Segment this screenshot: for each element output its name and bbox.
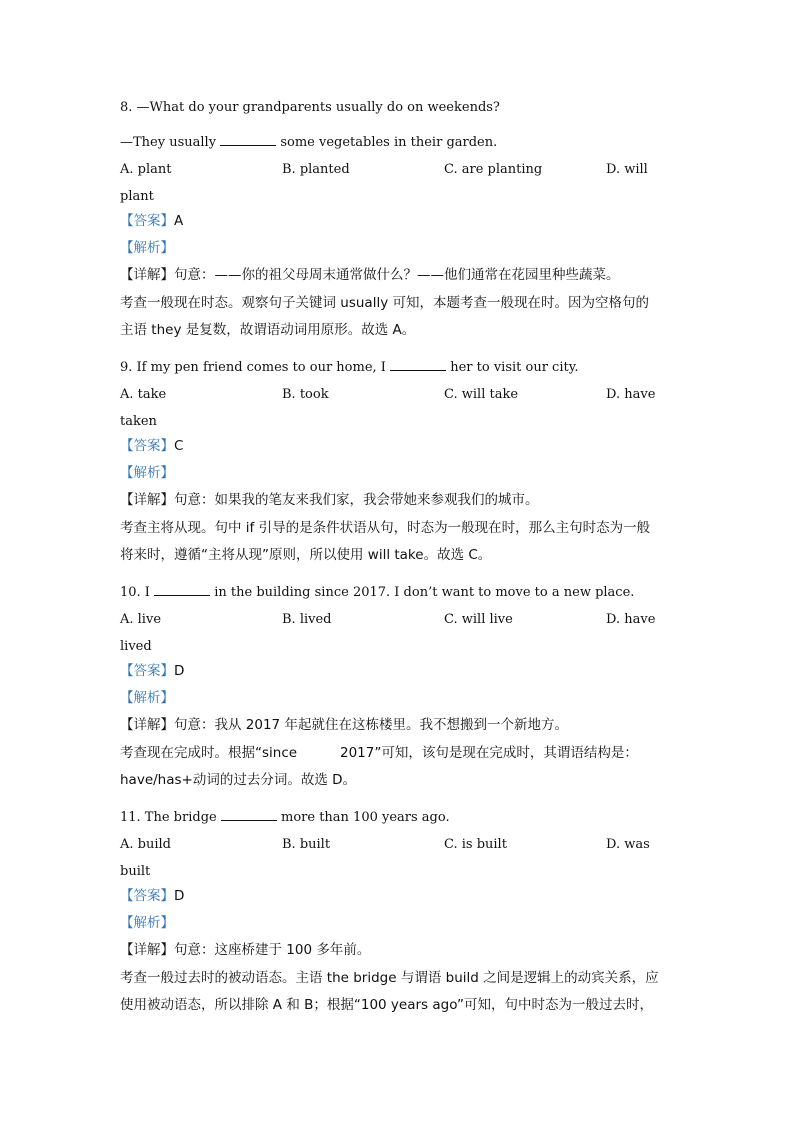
question-8-stem-line2 bbox=[120, 133, 497, 152]
option-b: B. lived bbox=[282, 612, 332, 627]
stem-text: some vegetables in their garden. bbox=[280, 135, 498, 150]
explanation-line: 考查一般现在时态。观察句子关键词 usually 可知，本题考查一般现在时。因为空格句的 bbox=[120, 295, 649, 311]
detail-text: 句意：如果我的笔友来我们家，我会带她来参观我们的城市。 bbox=[174, 492, 539, 508]
answer-line bbox=[120, 212, 183, 230]
option-c: C. is built bbox=[444, 837, 507, 852]
explanation-line: 考查现在完成时。根据“since 2017”可知，该句是现在完成时，其谓语结构是： bbox=[120, 745, 638, 761]
explanation-line: 主语 they 是复数，故谓语动词用原形。故选 A。 bbox=[120, 322, 416, 338]
option-a: A. build bbox=[120, 837, 171, 852]
detail-label: 【详解】 bbox=[120, 492, 174, 508]
answer-label: 【答案】 bbox=[120, 888, 174, 904]
option-d: D. have bbox=[606, 612, 656, 627]
option-a: A. take bbox=[120, 387, 167, 402]
stem-text: 11. The bridge bbox=[120, 810, 217, 825]
option-c: C. are planting bbox=[444, 162, 543, 177]
option-b: B. built bbox=[282, 837, 331, 852]
option-d-wrap: taken bbox=[120, 414, 157, 429]
option-d-wrap: built bbox=[120, 864, 151, 879]
option-b: B. took bbox=[282, 387, 329, 402]
detail-text: 句意：——你的祖父母周末通常做什么？——他们通常在花园里种些蔬菜。 bbox=[174, 267, 620, 283]
analysis-label: 【解析】 bbox=[120, 915, 174, 931]
detail-label: 【详解】 bbox=[120, 717, 174, 733]
question-9-stem bbox=[120, 358, 578, 377]
detail-text: 句意：我从 2017 年起就住在这栋楼里。我不想搬到一个新地方。 bbox=[174, 717, 568, 733]
answer-line bbox=[120, 437, 183, 455]
question-10-stem bbox=[120, 583, 634, 602]
answer-value: A bbox=[174, 213, 184, 229]
option-d: D. will bbox=[606, 162, 648, 177]
option-b: B. planted bbox=[282, 162, 350, 177]
answer-value: C bbox=[174, 438, 184, 454]
detail-line bbox=[120, 266, 620, 284]
option-d: D. was bbox=[606, 837, 650, 852]
explanation-line: 考查一般过去时的被动语态。主语 the bridge 与谓语 build 之间是逻辑上的动宾关系，应 bbox=[120, 970, 659, 986]
answer-label: 【答案】 bbox=[120, 663, 174, 679]
option-a: A. live bbox=[120, 612, 162, 627]
detail-line bbox=[120, 491, 539, 509]
answer-value: D bbox=[174, 663, 185, 679]
option-c: C. will take bbox=[444, 387, 519, 402]
analysis-label: 【解析】 bbox=[120, 690, 174, 706]
explanation-line: 考查主将从现。句中 if 引导的是条件状语从句，时态为一般现在时，那么主句时态为一般 bbox=[120, 520, 651, 536]
answer-line bbox=[120, 887, 184, 905]
answer-blank bbox=[221, 808, 277, 821]
stem-text: in the building since 2017. I don’t want to move to a new place. bbox=[214, 585, 635, 600]
question-8-stem: 8. —What do your grandparents usually do on weekends? bbox=[120, 100, 500, 115]
question-11-stem bbox=[120, 808, 450, 827]
detail-label: 【详解】 bbox=[120, 267, 174, 283]
option-c: C. will live bbox=[444, 612, 513, 627]
option-d: D. have bbox=[606, 387, 656, 402]
detail-line bbox=[120, 941, 370, 959]
option-a: A. plant bbox=[120, 162, 172, 177]
stem-text: more than 100 years ago. bbox=[281, 810, 450, 825]
explanation-line: have/has+动词的过去分词。故选 D。 bbox=[120, 772, 357, 788]
stem-text: —They usually bbox=[120, 135, 217, 150]
detail-line bbox=[120, 716, 568, 734]
answer-blank bbox=[390, 358, 446, 371]
answer-value: D bbox=[174, 888, 185, 904]
stem-text: 9. If my pen friend comes to our home, I bbox=[120, 360, 386, 375]
answer-blank bbox=[154, 583, 210, 596]
explanation-line: 使用被动语态，所以排除 A 和 B；根据“100 years ago”可知，句中时态为一般过去时， bbox=[120, 997, 653, 1013]
option-d-wrap: plant bbox=[120, 189, 154, 204]
explanation-line: 将来时，遵循“主将从现”原则，所以使用 will take。故选 C。 bbox=[120, 547, 492, 563]
analysis-label: 【解析】 bbox=[120, 465, 174, 481]
answer-label: 【答案】 bbox=[120, 438, 174, 454]
stem-text: 10. I bbox=[120, 585, 150, 600]
answer-label: 【答案】 bbox=[120, 213, 174, 229]
detail-text: 句意：这座桥建于 100 多年前。 bbox=[174, 942, 371, 958]
detail-label: 【详解】 bbox=[120, 942, 174, 958]
option-d-wrap: lived bbox=[120, 639, 152, 654]
answer-blank bbox=[220, 133, 276, 146]
stem-text: her to visit our city. bbox=[450, 360, 579, 375]
answer-line bbox=[120, 662, 184, 680]
analysis-label: 【解析】 bbox=[120, 240, 174, 256]
